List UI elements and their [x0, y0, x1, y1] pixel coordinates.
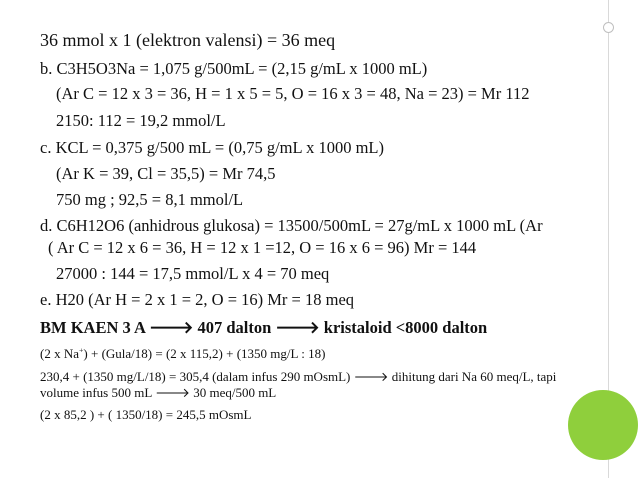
formula-1-part-a: (2 x Na — [40, 346, 79, 361]
text-line-c-calc: 750 mg ; 92,5 = 8,1 mmol/L — [56, 190, 244, 209]
formula-2-part-a: 230,4 + (1350 mg/L/18) = 305,4 (dalam infus 290 mOsmL) — [40, 369, 354, 384]
bm-heading-part-3: kristaloid <8000 dalton — [319, 318, 488, 337]
formula-2-part-c: volume infus 500 mL — [40, 385, 156, 400]
text-line-c: c. KCL = 0,375 g/500 mL = (0,75 g/mL x 1000 mL) — [40, 138, 384, 157]
text-line-b: b. C3H5O3Na = 1,075 g/500mL = (2,15 g/mL x 1000 mL) — [40, 59, 428, 78]
text-line-d-calc: 27000 : 144 = 17,5 mmol/L x 4 = 70 meq — [56, 264, 330, 283]
text-line-d-1: d. C6H12O6 (anhidrous glukosa) = 13500/500mL = 27g/mL x 1000 mL (Ar — [40, 216, 543, 235]
formula-line-3: (2 x 85,2 ) + ( 1350/18) = 245,5 mOsmL — [40, 407, 252, 422]
formula-2-part-d: 30 meq/500 mL — [189, 385, 277, 400]
bm-heading-part-2: 407 dalton — [193, 318, 276, 337]
formula-2-part-b: dihitung dari Na 60 meq/L, tapi — [388, 369, 557, 384]
formula-1-part-b: ) + (Gula/18) = (2 x 115,2) + (1350 mg/L : 18) — [83, 346, 326, 361]
text-line-c-ar: (Ar K = 39, Cl = 35,5) = Mr 74,5 — [56, 164, 276, 183]
formula-line-2-continued — [40, 386, 276, 400]
bm-heading-part-1: BM KAEN 3 A — [40, 318, 150, 337]
text-line-b-calc: 2150: 112 = 19,2 mmol/L — [56, 111, 226, 130]
text-line-d-2: ( Ar C = 12 x 6 = 36, H = 12 x 1 =12, O = 16 x 6 = 96) Mr = 144 — [48, 238, 477, 257]
text-line-meq: 36 mmol x 1 (elektron valensi) = 36 meq — [40, 30, 336, 50]
text-line-b-ar: (Ar C = 12 x 3 = 36, H = 1 x 5 = 5, O = 16 x 3 = 48, Na = 23) = Mr 112 — [56, 84, 530, 103]
arrow-right-icon: 🡒 — [155, 386, 190, 401]
formula-line-2 — [40, 370, 556, 384]
decorative-dot — [603, 22, 614, 33]
bm-heading — [40, 320, 487, 337]
arrow-right-icon: 🡒 — [149, 318, 194, 337]
arrow-right-icon: 🡒 — [275, 318, 320, 337]
decorative-green-circle — [568, 390, 638, 460]
formula-line-1 — [40, 347, 325, 360]
text-line-e: e. H20 (Ar H = 2 x 1 = 2, O = 16) Mr = 18 meq — [40, 290, 355, 309]
formula-1-superscript: + — [79, 345, 84, 355]
arrow-right-icon: 🡒 — [353, 370, 389, 385]
